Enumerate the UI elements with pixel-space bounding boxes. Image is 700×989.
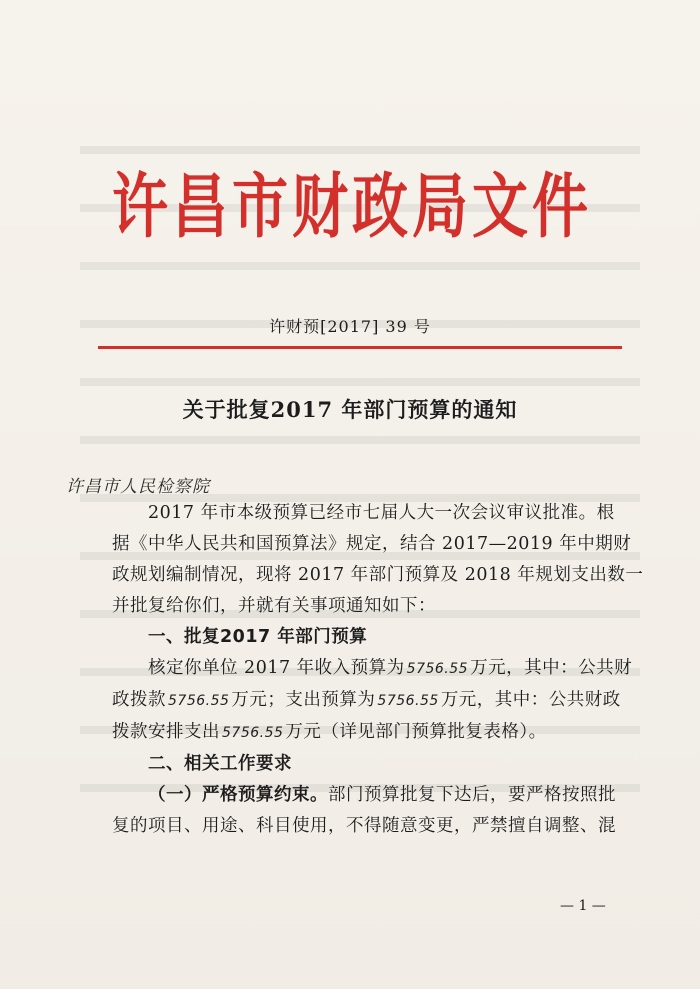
section2-sub1-text: 部门预算批复下达后，要严格按照批 bbox=[328, 785, 616, 805]
fiscal-allocation-handwritten: 5756.55 bbox=[168, 693, 230, 709]
notice-title: 关于批复2017 年部门预算的通知 bbox=[182, 397, 518, 422]
section1-line1-b: 万元，其中：公共财 bbox=[470, 658, 633, 678]
allocation-expenditure-handwritten: 5756.55 bbox=[222, 725, 284, 741]
recipient-handwritten: 许昌市人民检察院 bbox=[66, 477, 210, 497]
section1-line3-b: 万元（详见部门预算批复表格）。 bbox=[285, 722, 547, 742]
section2-line2: 复的项目、用途、科目使用，不得随意变更，严禁擅自调整、混 bbox=[112, 816, 616, 836]
section1-line2-a: 政拨款 bbox=[112, 690, 166, 710]
section1-line2 bbox=[112, 685, 622, 717]
section1-heading: 一、批复2017 年部门预算 bbox=[148, 627, 368, 647]
section1-line1 bbox=[112, 653, 633, 685]
para1-line3: 政规划编制情况，现将 2017 年部门预算及 2018 年规划支出数一 bbox=[112, 565, 644, 585]
section1-line2-b: 万元；支出预算为 bbox=[231, 690, 376, 710]
section1-line3 bbox=[112, 717, 622, 749]
expenditure-budget-handwritten: 5756.55 bbox=[377, 693, 439, 709]
income-budget-handwritten: 5756.55 bbox=[406, 661, 469, 677]
body-text bbox=[112, 498, 644, 842]
para1-line1: 2017 年市本级预算已经市七届人大一次会议审议批准。根 bbox=[148, 503, 615, 523]
masthead-title: 许昌市财政局文件 bbox=[112, 166, 592, 248]
section2-sub1-label: （一）严格预算约束。 bbox=[148, 785, 328, 805]
section2-line1 bbox=[112, 780, 622, 811]
red-divider-line bbox=[98, 346, 622, 349]
para1-line4: 并批复给你们，并就有关事项通知如下： bbox=[112, 596, 436, 616]
section2-heading: 二、相关工作要求 bbox=[148, 754, 292, 774]
page-number: — 1 — bbox=[560, 898, 606, 914]
section1-line2-c: 万元，其中：公共财政 bbox=[440, 690, 621, 710]
section1-line1-a: 核定你单位 2017 年收入预算为 bbox=[148, 658, 405, 678]
section1-line3-a: 拨款安排支出 bbox=[112, 722, 220, 742]
document-number: 许财预[2017] 39 号 bbox=[269, 317, 431, 336]
para1-line2: 据《中华人民共和国预算法》规定，结合 2017—2019 年中期财 bbox=[112, 534, 632, 554]
